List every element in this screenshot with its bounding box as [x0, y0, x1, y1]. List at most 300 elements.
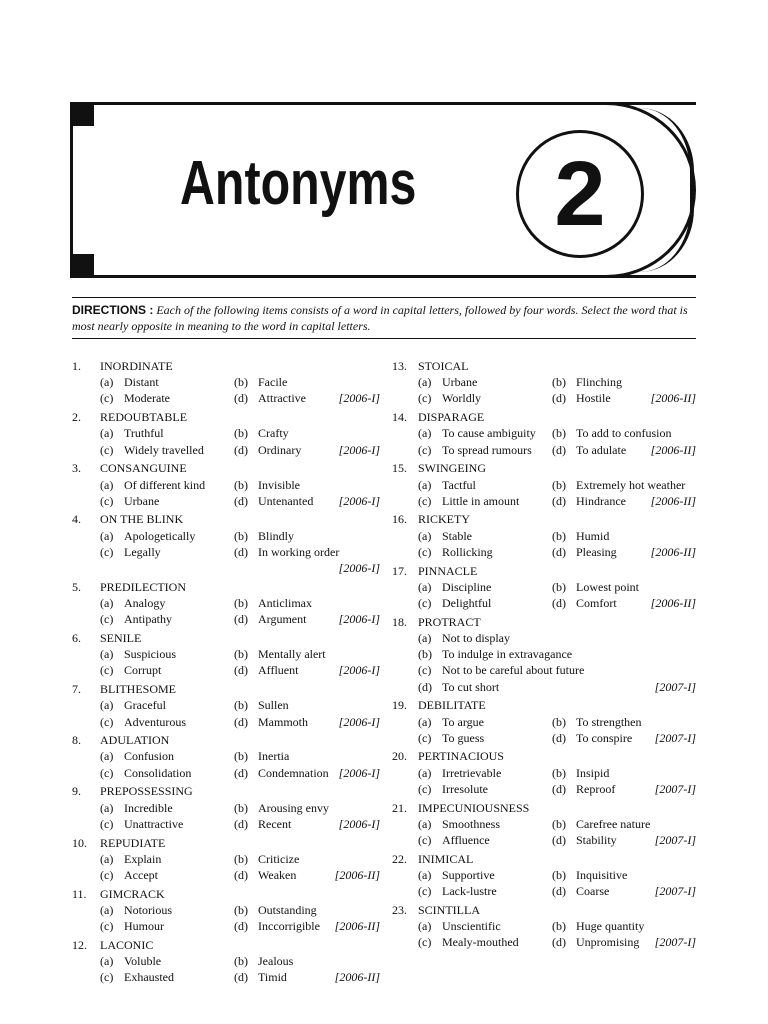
option-c[interactable]: Irresolute [442, 781, 488, 796]
option-label-a: (a) [100, 375, 114, 390]
question-head [72, 732, 380, 748]
question-number: 15. [392, 461, 407, 476]
option-a[interactable]: Confusion [124, 749, 175, 764]
option-label-b: (b) [418, 647, 432, 662]
question-head [72, 460, 380, 476]
option-label-c: (c) [100, 391, 114, 406]
question [72, 681, 380, 730]
option-label-a: (a) [100, 954, 114, 969]
question [72, 579, 380, 628]
option-c[interactable]: Mealy-mouthed [442, 935, 519, 950]
option-label-c: (c) [100, 919, 114, 934]
option-d[interactable]: Pleasing [576, 544, 617, 559]
option-row [72, 867, 380, 883]
option-a[interactable]: Analogy [124, 596, 166, 610]
year-tag: [2007-I] [654, 935, 696, 950]
option-b[interactable]: To strengthen [576, 714, 642, 729]
option-b[interactable]: Carefree nature [576, 816, 651, 831]
option-label-c: (c) [418, 884, 432, 899]
option-label-d: (d) [234, 544, 248, 559]
question [392, 358, 696, 407]
questions-left-column [72, 358, 380, 988]
option-row [392, 493, 696, 509]
option-a[interactable]: Explain [124, 851, 162, 866]
option-d[interactable]: Condemnation [258, 765, 329, 780]
option-label-c: (c) [100, 816, 114, 831]
option-d[interactable]: Stability [576, 833, 617, 847]
question-head [392, 460, 696, 476]
question-number: 7. [72, 682, 81, 697]
option-row [392, 781, 696, 797]
option-label-d: (d) [234, 391, 248, 406]
option-label-a: (a) [100, 902, 114, 917]
option-row [392, 662, 696, 678]
option-b[interactable]: Invisible [258, 477, 300, 492]
option-a[interactable]: Voluble [124, 954, 162, 969]
option-label-c: (c) [100, 544, 114, 559]
option-b[interactable]: Blindly [258, 528, 295, 543]
option-label-b: (b) [234, 800, 248, 815]
question [72, 835, 380, 884]
option-b[interactable]: Outstanding [258, 902, 317, 917]
option-label-a: (a) [418, 919, 432, 934]
year-tag: [2006-I] [338, 493, 380, 508]
question [72, 630, 380, 679]
questions-right-column [392, 358, 696, 953]
option-label-b: (b) [552, 579, 566, 594]
option-row [72, 851, 380, 867]
year-tag: [2006-II] [334, 867, 380, 882]
option-c[interactable]: Widely travelled [124, 442, 204, 457]
question-head [392, 902, 696, 918]
option-row [72, 442, 380, 458]
question [392, 563, 696, 612]
option-c[interactable]: Delightful [442, 596, 492, 610]
option-a[interactable]: Truthful [124, 426, 164, 441]
option-row [392, 832, 696, 848]
option-row [392, 646, 696, 662]
option-label-d: (d) [552, 935, 566, 950]
option-label-c: (c) [418, 596, 432, 610]
question-number: 20. [392, 749, 407, 764]
question-number: 3. [72, 461, 81, 476]
option-d[interactable]: Coarse [576, 884, 610, 899]
option-row [72, 611, 380, 627]
question-word: ON THE BLINK [100, 512, 184, 527]
question-word: BLITHESOME [100, 682, 176, 697]
question-number: 14. [392, 410, 407, 425]
option-row [392, 714, 696, 730]
year-tag: [2006-II] [650, 442, 696, 457]
option-label-a: (a) [418, 579, 432, 594]
question-head [392, 511, 696, 527]
option-label-c: (c) [418, 730, 432, 745]
option-a[interactable]: Unscientific [442, 919, 501, 934]
question [72, 937, 380, 986]
option-b[interactable]: Insipid [576, 765, 610, 780]
option-label-d: (d) [234, 612, 248, 627]
question-number: 9. [72, 784, 81, 799]
option-a[interactable]: Urbane [442, 375, 478, 390]
question-number: 6. [72, 630, 81, 645]
question-head [72, 409, 380, 425]
directions-rule-top [72, 297, 696, 298]
option-label-a: (a) [418, 816, 432, 831]
option-d[interactable]: To cut short [442, 679, 500, 694]
option-b[interactable]: Inertia [258, 749, 290, 764]
option-c[interactable]: Corrupt [124, 663, 162, 678]
option-a[interactable]: Apologetically [124, 528, 196, 543]
question-word: ADULATION [100, 733, 170, 748]
option-c[interactable]: To spread rumours [442, 442, 532, 457]
option-c[interactable]: Not to be careful about future [442, 663, 585, 678]
option-label-d: (d) [234, 442, 248, 457]
year-tag: [2006-II] [334, 919, 380, 934]
option-b[interactable]: Extremely hot weather [576, 477, 686, 492]
question [72, 732, 380, 781]
year-tag: [2006-I] [338, 561, 380, 576]
option-b[interactable]: Huge quantity [576, 919, 645, 934]
option-c[interactable]: Humour [124, 919, 164, 934]
option-label-c: (c) [100, 714, 114, 729]
option-row [72, 953, 380, 969]
option-b[interactable]: To indulge in extravagance [442, 647, 573, 662]
option-c[interactable]: To guess [442, 730, 485, 745]
year-tag: [2006-I] [338, 442, 380, 457]
option-label-b: (b) [234, 954, 248, 969]
option-label-b: (b) [234, 749, 248, 764]
question-word: PERTINACIOUS [418, 749, 504, 764]
question-head [72, 886, 380, 902]
option-label-b: (b) [552, 714, 566, 729]
question-number: 23. [392, 902, 407, 917]
option-label-b: (b) [552, 477, 566, 492]
question-head [72, 937, 380, 953]
option-a[interactable]: Irretrievable [442, 765, 502, 780]
question-head [392, 851, 696, 867]
option-a[interactable]: To argue [442, 714, 484, 729]
option-d[interactable]: Untenanted [258, 493, 314, 508]
option-label-d: (d) [234, 816, 248, 831]
option-label-a: (a) [100, 528, 114, 543]
question [392, 460, 696, 509]
option-a[interactable]: Discipline [442, 579, 492, 594]
option-c[interactable]: Little in amount [442, 493, 520, 508]
chapter-number: 2 [554, 143, 606, 245]
option-d[interactable]: Comfort [576, 596, 617, 610]
option-a[interactable]: Distant [124, 375, 159, 390]
option-label-b: (b) [552, 765, 566, 780]
option-label-a: (a) [100, 851, 114, 866]
option-label-b: (b) [234, 647, 248, 662]
option-c[interactable]: Antipathy [124, 612, 172, 627]
option-a[interactable]: Graceful [124, 698, 166, 713]
option-label-a: (a) [418, 528, 432, 543]
option-b[interactable]: To add to confusion [576, 426, 672, 441]
year-tag: [2006-II] [334, 970, 380, 985]
option-d[interactable]: Inccorrigible [258, 919, 320, 934]
option-row [392, 579, 696, 595]
option-b[interactable]: Lowest point [576, 579, 639, 594]
option-a[interactable]: Supportive [442, 867, 495, 882]
option-d[interactable]: Weaken [258, 867, 297, 882]
question-word: SENILE [100, 630, 142, 645]
question-word: LACONIC [100, 937, 154, 952]
corner-block-bottom [70, 254, 94, 278]
question-head [72, 358, 380, 374]
option-label-c: (c) [418, 663, 432, 678]
question-word: RICKETY [418, 512, 470, 527]
option-row [72, 902, 380, 918]
option-b[interactable]: Anticlimax [258, 596, 312, 610]
option-label-d: (d) [552, 884, 566, 899]
year-tag: [2006-I] [338, 765, 380, 780]
option-label-c: (c) [418, 781, 432, 796]
question-word: DEBILITATE [418, 698, 486, 713]
question [72, 358, 380, 407]
question-word: REPUDIATE [100, 835, 166, 850]
option-label-a: (a) [418, 375, 432, 390]
spacer [72, 985, 380, 988]
question-word: PREPOSSESSING [100, 784, 193, 799]
question-head [392, 748, 696, 764]
option-label-b: (b) [234, 698, 248, 713]
option-row [392, 477, 696, 493]
option-a[interactable]: Tactful [442, 477, 476, 492]
question-number: 10. [72, 835, 87, 850]
question [392, 800, 696, 849]
option-row [72, 765, 380, 781]
option-c[interactable]: Legally [124, 544, 161, 559]
option-d[interactable]: To adulate [576, 442, 627, 457]
option-c[interactable]: Moderate [124, 391, 170, 406]
option-label-d: (d) [234, 867, 248, 882]
option-label-d: (d) [234, 970, 248, 985]
question-head [72, 783, 380, 799]
year-tag: [2006-I] [338, 663, 380, 678]
option-label-b: (b) [234, 426, 248, 441]
option-a[interactable]: Notorious [124, 902, 172, 917]
option-d[interactable]: Ordinary [258, 442, 302, 457]
option-label-c: (c) [100, 612, 114, 627]
question-number: 21. [392, 800, 407, 815]
question-head [72, 681, 380, 697]
year-tag: [2006-II] [650, 493, 696, 508]
year-tag: [2006-II] [650, 391, 696, 406]
question-head [72, 630, 380, 646]
option-label-b: (b) [552, 426, 566, 441]
option-row [72, 390, 380, 406]
question-head [392, 697, 696, 713]
option-row [392, 390, 696, 406]
option-d[interactable]: Hindrance [576, 493, 626, 508]
option-row [392, 544, 696, 560]
option-b[interactable]: Arousing envy [258, 800, 329, 815]
question-number: 22. [392, 851, 407, 866]
option-row [72, 918, 380, 934]
option-a[interactable]: Not to display [442, 630, 510, 645]
option-d[interactable]: Attractive [258, 391, 306, 406]
option-label-b: (b) [234, 375, 248, 390]
option-c[interactable]: Worldly [442, 391, 482, 406]
option-row [72, 544, 380, 560]
option-row [72, 560, 380, 576]
question-head [72, 579, 380, 595]
year-tag: [2007-I] [654, 679, 696, 694]
option-row [72, 528, 380, 544]
option-row [72, 748, 380, 764]
option-row [72, 969, 380, 985]
option-d[interactable]: Unpromising [576, 935, 640, 950]
option-d[interactable]: Argument [258, 612, 307, 627]
option-label-d: (d) [234, 714, 248, 729]
option-label-b: (b) [234, 902, 248, 917]
spacer [392, 951, 696, 954]
option-label-a: (a) [418, 426, 432, 441]
option-label-d: (d) [234, 493, 248, 508]
corner-block-top [70, 102, 94, 126]
option-b[interactable]: Jealous [258, 954, 294, 969]
option-row [72, 714, 380, 730]
option-label-c: (c) [100, 442, 114, 457]
option-row [72, 374, 380, 390]
option-d[interactable]: Mammoth [258, 714, 308, 729]
option-a[interactable]: Smoothness [442, 816, 501, 831]
question-head [392, 563, 696, 579]
option-b[interactable]: Facile [258, 375, 288, 390]
option-b[interactable]: Flinching [576, 375, 623, 390]
question-number: 1. [72, 359, 81, 373]
directions-text: Each of the following items consists of a word in capital letters, followed by four words. Select the word that is most nearly opposite in meaning to the word in capital letters. [72, 303, 688, 333]
option-row [392, 765, 696, 781]
option-d[interactable]: Recent [258, 816, 292, 831]
option-row [72, 697, 380, 713]
option-label-b: (b) [234, 477, 248, 492]
option-row [392, 630, 696, 646]
question-word: PREDILECTION [100, 579, 186, 594]
option-b[interactable]: Sullen [258, 698, 289, 713]
option-label-c: (c) [418, 544, 432, 559]
option-label-a: (a) [418, 867, 432, 882]
option-a[interactable]: Stable [442, 528, 472, 543]
question-word: REDOUBTABLE [100, 410, 188, 425]
option-a[interactable]: To cause ambiguity [442, 426, 536, 441]
option-label-b: (b) [552, 375, 566, 390]
option-label-d: (d) [552, 544, 566, 559]
option-label-a: (a) [418, 477, 432, 492]
option-row [392, 816, 696, 832]
option-row [72, 595, 380, 611]
option-label-b: (b) [234, 596, 248, 610]
question-head [392, 800, 696, 816]
question-number: 12. [72, 937, 87, 952]
question-number: 16. [392, 512, 407, 527]
year-tag: [2006-II] [650, 544, 696, 559]
option-row [392, 883, 696, 899]
question-word: PINNACLE [418, 563, 478, 578]
option-label-b: (b) [234, 851, 248, 866]
option-label-d: (d) [552, 596, 566, 610]
option-label-c: (c) [100, 970, 114, 985]
question [72, 460, 380, 509]
option-b[interactable]: Mentally alert [258, 647, 326, 662]
question-number: 18. [392, 614, 407, 629]
option-c[interactable]: Adventurous [124, 714, 186, 729]
option-label-c: (c) [418, 442, 432, 457]
option-b[interactable]: Inquisitive [576, 867, 628, 882]
question-number: 11. [72, 886, 87, 901]
option-b[interactable]: Crafty [258, 426, 289, 441]
option-row [72, 646, 380, 662]
question-word: INORDINATE [100, 359, 173, 373]
option-c[interactable]: Urbane [124, 493, 160, 508]
question [392, 748, 696, 797]
question-number: 8. [72, 733, 81, 748]
option-label-c: (c) [418, 493, 432, 508]
option-row [72, 425, 380, 441]
option-row [392, 934, 696, 950]
question [392, 409, 696, 458]
option-c[interactable]: Lack-lustre [442, 884, 497, 899]
question [392, 851, 696, 900]
option-d[interactable]: Affluent [258, 663, 299, 678]
year-tag: [2007-I] [654, 781, 696, 796]
option-row [72, 662, 380, 678]
option-c[interactable]: Affluence [442, 833, 490, 847]
option-d[interactable]: To conspire [576, 730, 633, 745]
option-label-a: (a) [100, 800, 114, 815]
option-a[interactable]: Suspicious [124, 647, 177, 662]
option-d[interactable]: Hostile [576, 391, 611, 406]
option-label-c: (c) [418, 935, 432, 950]
option-row [72, 800, 380, 816]
option-row [72, 477, 380, 493]
question-number: 17. [392, 563, 407, 578]
question-word: PROTRACT [418, 614, 481, 629]
option-row [392, 442, 696, 458]
option-label-d: (d) [552, 833, 566, 847]
option-label-c: (c) [100, 765, 114, 780]
year-tag: [2006-I] [338, 612, 380, 627]
option-c[interactable]: Exhausted [124, 970, 174, 985]
option-label-a: (a) [100, 596, 114, 610]
option-label-c: (c) [418, 833, 432, 847]
question [392, 614, 696, 695]
option-d[interactable]: In working order [258, 544, 340, 559]
option-c[interactable]: Consolidation [124, 765, 192, 780]
question-word: IMPECUNIOUSNESS [418, 800, 530, 815]
chapter-title: Antonyms [180, 149, 417, 218]
option-label-a: (a) [100, 749, 114, 764]
option-row [392, 528, 696, 544]
option-d[interactable]: Timid [258, 970, 287, 985]
question-number: 19. [392, 698, 407, 713]
option-c[interactable]: Rollicking [442, 544, 493, 559]
question-head [72, 511, 380, 527]
question [392, 697, 696, 746]
question-number: 2. [72, 410, 81, 425]
option-d[interactable]: Reproof [576, 781, 616, 796]
option-c[interactable]: Unattractive [124, 816, 184, 831]
option-b[interactable]: Criticize [258, 851, 300, 866]
option-a[interactable]: Incredible [124, 800, 173, 815]
option-label-a: (a) [100, 698, 114, 713]
option-b[interactable]: Humid [576, 528, 610, 543]
option-label-a: (a) [418, 630, 432, 645]
option-label-b: (b) [552, 528, 566, 543]
option-a[interactable]: Of different kind [124, 477, 206, 492]
option-c[interactable]: Accept [124, 867, 158, 882]
